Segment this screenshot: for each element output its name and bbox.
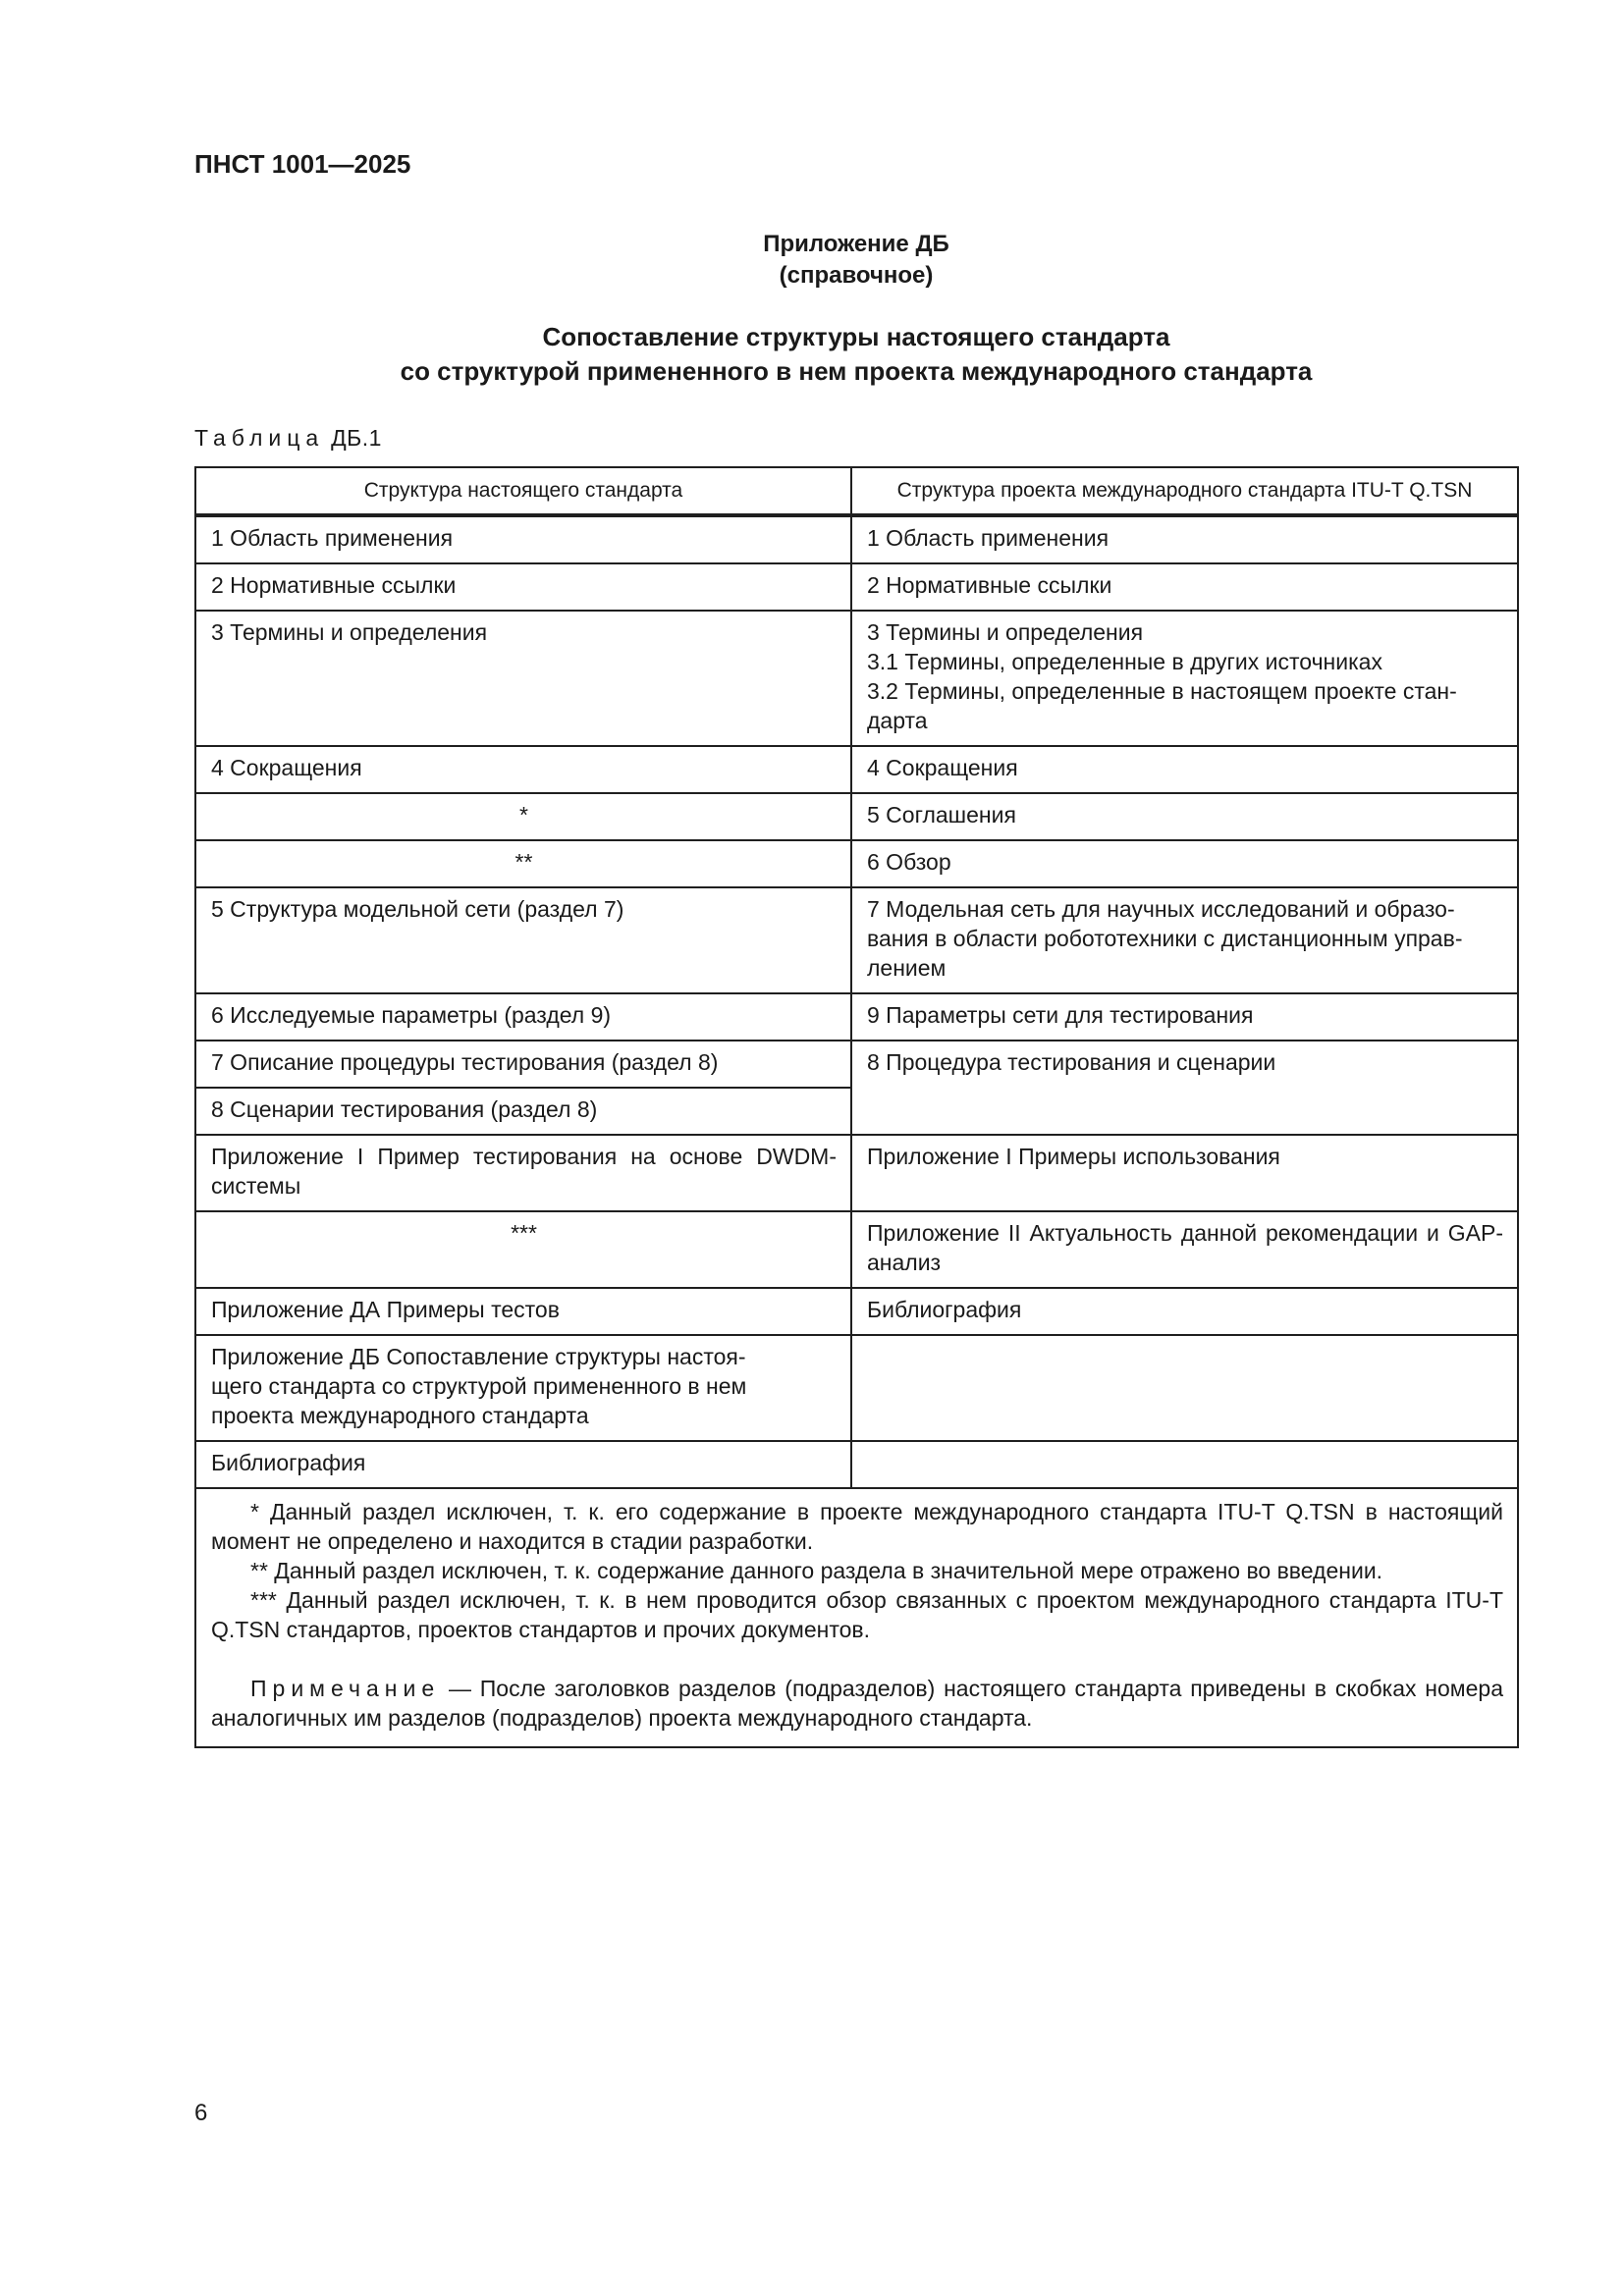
note-label: Примечание — [250, 1676, 441, 1701]
right-cell-empty — [851, 1335, 1518, 1441]
page-number: 6 — [194, 2100, 208, 2126]
table-row — [195, 1441, 1518, 1488]
table-row — [195, 1041, 1518, 1088]
left-cell: 6 Исследуемые параметры (раздел 9) — [195, 993, 851, 1041]
cell-line: 3.2 Термины, определенные в настоящем проекте стан- — [867, 678, 1457, 704]
table-row — [195, 611, 1518, 746]
table-note — [211, 1674, 1503, 1733]
annex-title: Приложение ДБ — [763, 231, 949, 257]
table-label — [194, 425, 382, 452]
table-row — [195, 1135, 1518, 1211]
table-row — [195, 1211, 1518, 1288]
footnote-1: * Данный раздел исключен, т. к. его содержание в проекте международного стандарта ITU-T Q.TSN в настоящий момент не определено и находится в стадии разработки. — [211, 1499, 1503, 1554]
cell-line: проекта международного стандарта — [211, 1403, 589, 1428]
right-cell: 8 Процедура тестирования и сценарии — [851, 1041, 1518, 1135]
left-cell: Приложение I Пример тестирования на основе DWDM-системы — [195, 1135, 851, 1211]
table-row — [195, 887, 1518, 993]
right-cell: 9 Параметры сети для тестирования — [851, 993, 1518, 1041]
right-cell: 6 Обзор — [851, 840, 1518, 887]
left-cell-footnote-mark: *** — [195, 1211, 851, 1288]
left-cell — [195, 1335, 851, 1441]
table-row — [195, 840, 1518, 887]
left-cell-footnote-mark: ** — [195, 840, 851, 887]
cell-line: лением — [867, 955, 947, 981]
table-row — [195, 746, 1518, 793]
cell-line: дарта — [867, 708, 928, 733]
table-header-row — [195, 467, 1518, 515]
left-cell: 8 Сценарии тестирования (раздел 8) — [195, 1088, 851, 1135]
left-cell: 3 Термины и определения — [195, 611, 851, 746]
cell-line: щего стандарта со структурой примененного в нем — [211, 1373, 747, 1399]
right-cell: 2 Нормативные ссылки — [851, 563, 1518, 611]
left-cell: 5 Структура модельной сети (раздел 7) — [195, 887, 851, 993]
table-label-word: Таблица — [194, 425, 325, 451]
right-cell — [851, 887, 1518, 993]
page-title — [194, 320, 1518, 389]
left-cell: 1 Область применения — [195, 515, 851, 563]
cell-line: Приложение ДБ Сопоставление структуры настоя- — [211, 1344, 746, 1369]
right-cell: 1 Область применения — [851, 515, 1518, 563]
table-footnotes-row — [195, 1488, 1518, 1747]
left-cell: 4 Сокращения — [195, 746, 851, 793]
annex-kind: (справочное) — [779, 262, 934, 289]
table-row — [195, 793, 1518, 840]
table-row — [195, 1335, 1518, 1441]
cell-line: 7 Модельная сеть для научных исследований и образо- — [867, 896, 1455, 922]
table-row — [195, 563, 1518, 611]
table-row — [195, 1288, 1518, 1335]
right-cell: 5 Соглашения — [851, 793, 1518, 840]
right-cell: Приложение II Актуальность данной рекомендации и GAP-анализ — [851, 1211, 1518, 1288]
right-cell: Приложение I Примеры использования — [851, 1135, 1518, 1211]
table-label-number: ДБ.1 — [331, 425, 382, 451]
document-code: ПНСТ 1001—2025 — [194, 149, 411, 179]
table-row — [195, 515, 1518, 563]
right-cell — [851, 611, 1518, 746]
table-row — [195, 993, 1518, 1041]
left-cell: Приложение ДА Примеры тестов — [195, 1288, 851, 1335]
right-cell: Библиография — [851, 1288, 1518, 1335]
left-cell-footnote-mark: * — [195, 793, 851, 840]
footnote-2: ** Данный раздел исключен, т. к. содержание данного раздела в значительной мере отражено во введении. — [250, 1558, 1383, 1583]
annex-heading — [194, 229, 1518, 292]
title-line-2: со структурой примененного в нем проекта международного стандарта — [400, 356, 1313, 386]
cell-line: 3 Термины и определения — [867, 619, 1144, 645]
column-header-international-draft: Структура проекта международного стандарта ITU-T Q.TSN — [851, 467, 1518, 515]
table-footnotes — [195, 1488, 1518, 1747]
right-cell: 4 Сокращения — [851, 746, 1518, 793]
note-text: — После заголовков разделов (подразделов) настоящего стандарта приведены в скобках номера аналогичных им разделов (подразделов) проекта международного стандарта. — [211, 1676, 1503, 1731]
left-cell: 7 Описание процедуры тестирования (раздел 8) — [195, 1041, 851, 1088]
title-line-1: Сопоставление структуры настоящего стандарта — [542, 322, 1170, 351]
left-cell: 2 Нормативные ссылки — [195, 563, 851, 611]
cell-line: 3.1 Термины, определенные в других источниках — [867, 649, 1382, 674]
column-header-current-standard: Структура настоящего стандарта — [195, 467, 851, 515]
left-cell: Библиография — [195, 1441, 851, 1488]
footnote-3: *** Данный раздел исключен, т. к. в нем проводится обзор связанных с проектом международного стандарта ITU-T Q.TSN стандартов, проектов стандартов и прочих документов. — [211, 1587, 1503, 1642]
cell-line: вания в области робототехники с дистанционным управ- — [867, 926, 1463, 951]
right-cell-empty — [851, 1441, 1518, 1488]
comparison-table — [194, 466, 1519, 1748]
